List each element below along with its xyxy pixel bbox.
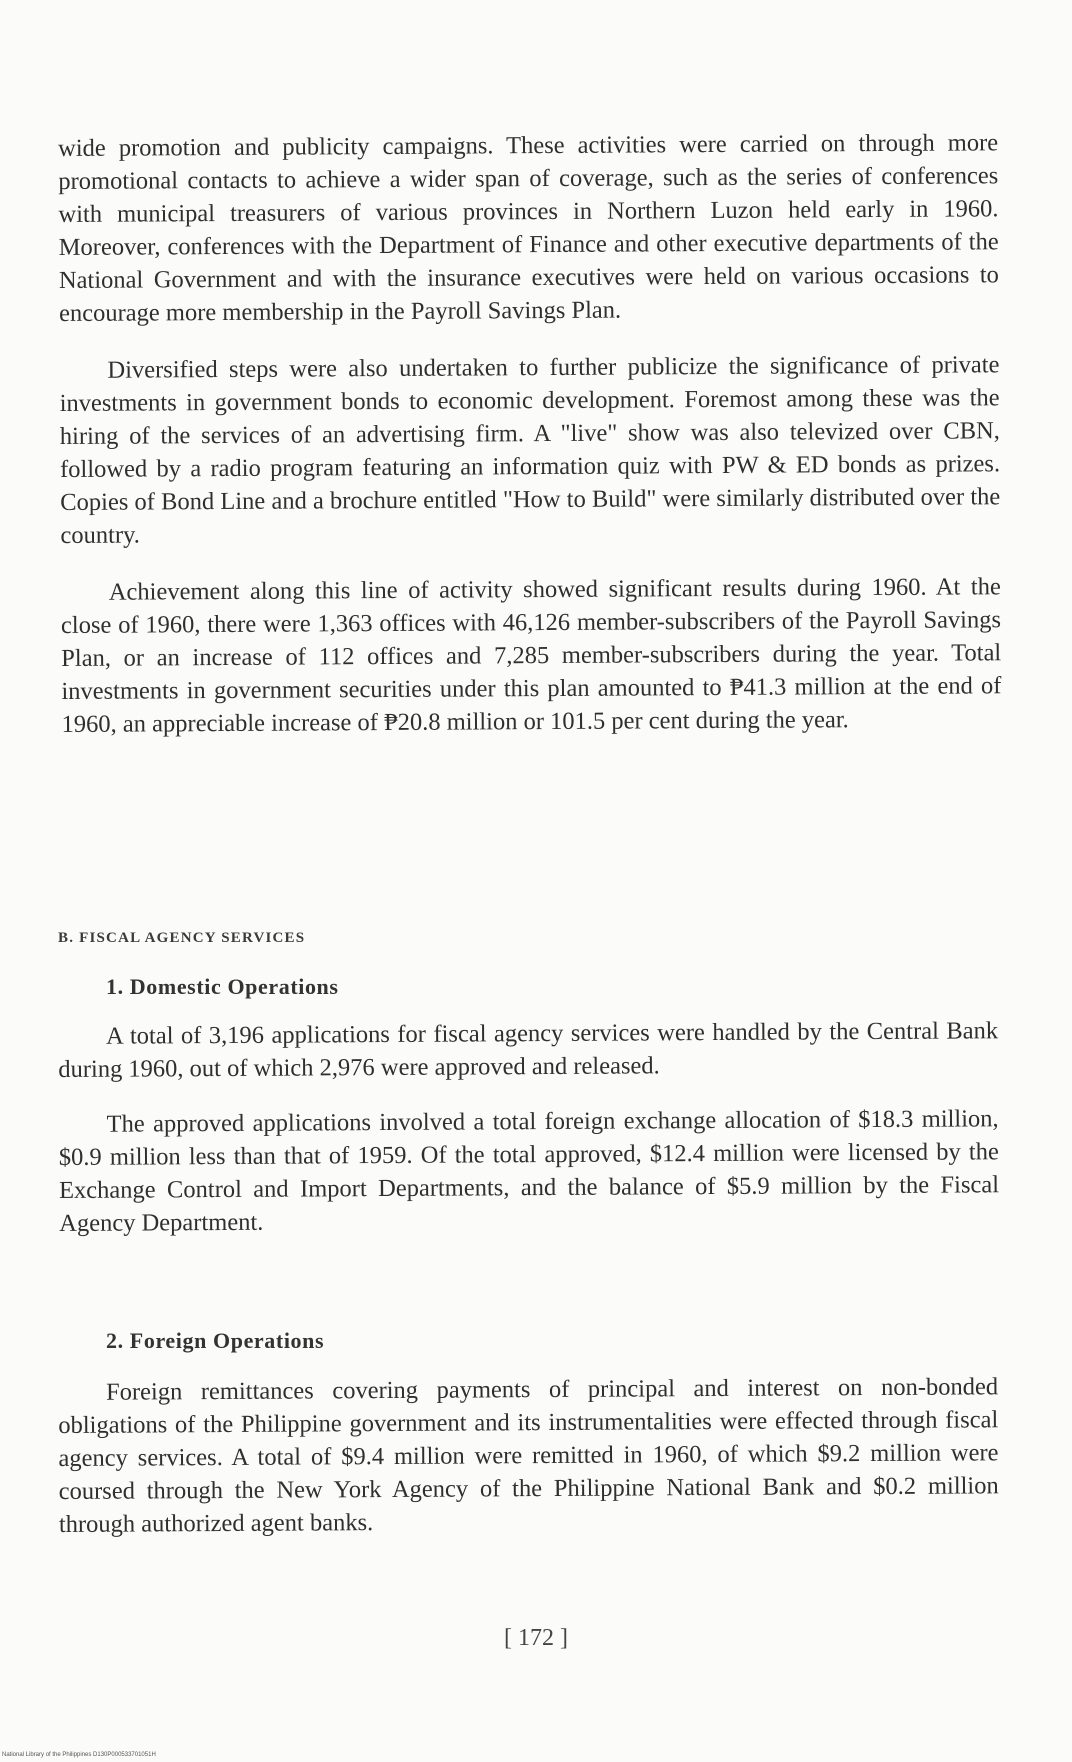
foreign-body-text (58, 1370, 999, 1541)
scan-footer: National Library of the Philippines D130P000533701051H (2, 1752, 156, 1758)
subheading-domestic-operations: 1. Domestic Operations (106, 974, 339, 999)
paragraph-remittances: Foreign remittances covering payments of principal and interest on non-bonded obligations of the Philippine government and its instrumentalities were effected through fiscal agency services. A total of $9.4 million were remitted in 1960, of which $9.2 million were coursed through the New York Agency of the Philippine National Bank and $0.2 million through authorized agent banks. (58, 1373, 999, 1538)
paragraph-diversified-steps: Diversified steps were also undertaken to further publicize the significance of private investments in government bonds to economic development. Foremost among these was the hiring of the services of an advertising firm. A "live" show was also televized over CBN, followed by a radio program featuring an information quiz with PW & ED bonds as prizes. Copies of Bond Line and a brochure entitled "How to Build" were similarly distributed over the country. (59, 351, 1001, 549)
paragraph-promotion: wide promotion and publicity campaigns. These activities were carried on through more promotional contacts to achieve a wider span of coverage, such as the series of conferences with municipal treasurers of various provinces in Northern Luzon held early in 1960. Moreover, conferences with the Department of Finance and other executive departments of the National Government and with the insurance executives were held on various occasions to encourage more membership in the Payroll Savings Plan. (58, 129, 999, 327)
paragraph-applications: A total of 3,196 applications for fiscal agency services were handled by the Central Bank during 1960, out of which 2,976 were approved and released. (58, 1017, 999, 1083)
paragraph-achievement: Achievement along this line of activity showed significant results during 1960. At the close of 1960, there were 1,363 offices with 46,126 member-subscribers of the Payroll Savings Plan, or an increase of 112 offices and 7,285 member-subscribers during the year. Total investments in government securities under this plan amounted to ₱41.3 million at the end of 1960, an appreciable increase of ₱20.8 million or 101.5 per cent during the year. (60, 573, 1002, 738)
top-body-text (58, 126, 1002, 741)
domestic-body-text (58, 1014, 999, 1240)
page-number: [ 172 ] (504, 1625, 568, 1651)
subheading-foreign-operations: 2. Foreign Operations (106, 1328, 325, 1353)
paragraph-foreign-exchange: The approved applications involved a total foreign exchange allocation of $18.3 million, $0.9 million less than that of 1959. Of the total approved, $12.4 million were licensed by the Exchange Control and Import Departments, and the balance of $5.9 million by the Fiscal Agency Department. (58, 1105, 1000, 1237)
section-heading-fiscal-agency: B. FISCAL AGENCY SERVICES (58, 930, 306, 946)
